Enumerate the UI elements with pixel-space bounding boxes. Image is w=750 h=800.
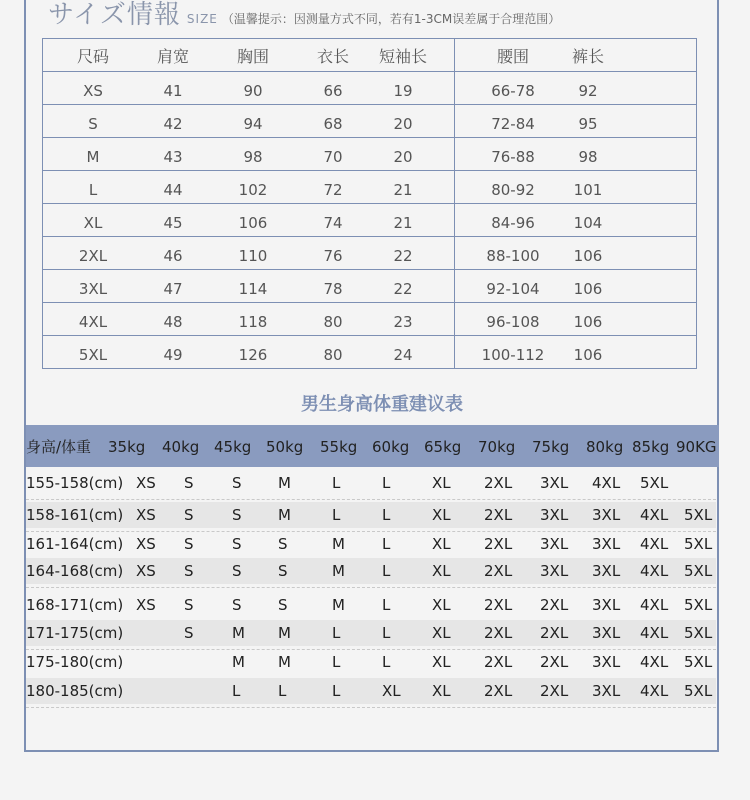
size-table-row bbox=[43, 270, 696, 303]
size-table-cell: 92 bbox=[578, 82, 598, 100]
size-table-cell: 66 bbox=[323, 82, 343, 100]
size-table-cell: 24 bbox=[393, 346, 413, 364]
size-table-cell: 102 bbox=[238, 181, 268, 199]
recommended-size: L bbox=[382, 535, 391, 553]
recommended-size: 2XL bbox=[484, 624, 513, 642]
weight-table-row bbox=[26, 558, 716, 584]
recommended-size: S bbox=[278, 596, 288, 614]
size-table-cell: 19 bbox=[393, 82, 413, 100]
measurement-tip: （温馨提示：因测量方式不同，若有1-3CM误差属于合理范围） bbox=[221, 12, 561, 26]
size-table-cell: 118 bbox=[238, 313, 268, 331]
size-table-cell: 101 bbox=[573, 181, 603, 199]
size-table-cell: 95 bbox=[578, 115, 598, 133]
recommended-size: 2XL bbox=[540, 596, 569, 614]
weight-table-row bbox=[26, 678, 716, 704]
recommended-size: 4XL bbox=[640, 506, 669, 524]
size-table-cell: 48 bbox=[163, 313, 183, 331]
recommended-size: 3XL bbox=[592, 653, 621, 671]
recommended-size: XL bbox=[432, 474, 451, 492]
recommended-size: XL bbox=[432, 682, 451, 700]
recommended-size: 3XL bbox=[592, 624, 621, 642]
recommended-size: 5XL bbox=[684, 562, 713, 580]
size-table-cell: 126 bbox=[238, 346, 268, 364]
recommended-size: L bbox=[382, 653, 391, 671]
recommended-size: XS bbox=[136, 474, 156, 492]
recommended-size: 2XL bbox=[484, 682, 513, 700]
weight-table-column-header: 75kg bbox=[532, 438, 570, 456]
recommended-size: 4XL bbox=[640, 624, 669, 642]
size-table-cell: 72 bbox=[323, 181, 343, 199]
size-table-cell: 43 bbox=[163, 148, 183, 166]
row-separator bbox=[26, 707, 716, 708]
size-table-cell: 66-78 bbox=[491, 82, 535, 100]
weight-table-column-header: 40kg bbox=[162, 438, 200, 456]
recommended-size: 2XL bbox=[484, 474, 513, 492]
recommended-size: 5XL bbox=[684, 506, 713, 524]
size-table-cell: 76 bbox=[323, 247, 343, 265]
recommended-size: L bbox=[332, 624, 341, 642]
recommended-size: XL bbox=[432, 562, 451, 580]
recommended-size: L bbox=[232, 682, 241, 700]
recommended-size: 2XL bbox=[540, 682, 569, 700]
recommended-size: S bbox=[278, 535, 288, 553]
weight-table-column-header: 65kg bbox=[424, 438, 462, 456]
weight-table-column-header: 35kg bbox=[108, 438, 146, 456]
size-table-column-header: 尺码 bbox=[76, 47, 109, 66]
size-table-cell: 100-112 bbox=[481, 346, 545, 364]
size-table-row bbox=[43, 171, 696, 204]
size-table-cell: 80-92 bbox=[491, 181, 535, 199]
recommended-size: 3XL bbox=[540, 562, 569, 580]
recommended-size: 2XL bbox=[484, 653, 513, 671]
size-table-cell: 42 bbox=[163, 115, 183, 133]
recommended-size: XS bbox=[136, 596, 156, 614]
size-table-column-header: 衣长 bbox=[316, 47, 349, 66]
size-table-cell: XS bbox=[83, 82, 103, 100]
weight-table-column-header: 85kg bbox=[632, 438, 670, 456]
recommended-size: 2XL bbox=[540, 624, 569, 642]
weight-table-header bbox=[26, 425, 719, 467]
weight-table-column-header: 60kg bbox=[372, 438, 410, 456]
size-table-cell: 21 bbox=[393, 181, 413, 199]
row-separator bbox=[26, 587, 716, 588]
recommended-size: S bbox=[232, 562, 242, 580]
height-range-label: 171-175(cm) bbox=[26, 624, 124, 642]
recommended-size: 2XL bbox=[484, 562, 513, 580]
size-table-row bbox=[43, 204, 696, 237]
size-table-cell: M bbox=[86, 148, 100, 166]
recommended-size: L bbox=[382, 506, 391, 524]
recommended-size: M bbox=[332, 596, 345, 614]
recommended-size: L bbox=[382, 596, 391, 614]
weight-table-column-header: 55kg bbox=[320, 438, 358, 456]
recommended-size: 3XL bbox=[540, 506, 569, 524]
size-table-cell: 80 bbox=[323, 313, 343, 331]
size-table-cell: 104 bbox=[573, 214, 603, 232]
size-table-cell: 78 bbox=[323, 280, 343, 298]
weight-table-row bbox=[26, 649, 716, 675]
size-label: SIZE bbox=[186, 12, 218, 26]
size-table-cell: 96-108 bbox=[486, 313, 540, 331]
size-table-cell: 45 bbox=[163, 214, 183, 232]
size-table-cell: 22 bbox=[393, 280, 413, 298]
recommended-size: S bbox=[232, 535, 242, 553]
size-table-header-row bbox=[43, 39, 696, 72]
size-table-cell: L bbox=[88, 181, 98, 199]
height-range-label: 180-185(cm) bbox=[26, 682, 124, 700]
size-table-cell: 106 bbox=[238, 214, 268, 232]
recommended-size: 4XL bbox=[640, 535, 669, 553]
recommended-size: S bbox=[184, 624, 194, 642]
recommended-size: M bbox=[232, 653, 245, 671]
recommended-size: S bbox=[278, 562, 288, 580]
recommended-size: M bbox=[278, 624, 291, 642]
recommended-size: 4XL bbox=[640, 596, 669, 614]
recommended-size: 5XL bbox=[684, 682, 713, 700]
size-table-cell: 110 bbox=[238, 247, 268, 265]
recommended-size: L bbox=[382, 474, 391, 492]
size-table-cell: 106 bbox=[573, 313, 603, 331]
height-range-label: 168-171(cm) bbox=[26, 596, 124, 614]
weight-table-row bbox=[26, 502, 716, 528]
recommended-size: L bbox=[382, 624, 391, 642]
recommended-size: 2XL bbox=[540, 653, 569, 671]
size-table-cell: 106 bbox=[573, 247, 603, 265]
recommended-size: S bbox=[232, 506, 242, 524]
size-table-cell: 5XL bbox=[78, 346, 108, 364]
size-table-cell: 106 bbox=[573, 280, 603, 298]
weight-table-title: 男生身高体重建议表 bbox=[301, 394, 463, 415]
weight-table-row bbox=[26, 531, 716, 557]
recommended-size: S bbox=[184, 474, 194, 492]
recommended-size: M bbox=[332, 562, 345, 580]
size-table-column-header: 胸围 bbox=[236, 47, 269, 66]
size-table-cell: 41 bbox=[163, 82, 183, 100]
recommended-size: L bbox=[332, 474, 341, 492]
recommended-size: 2XL bbox=[484, 506, 513, 524]
recommended-size: XL bbox=[432, 596, 451, 614]
size-table-column-header: 肩宽 bbox=[156, 47, 189, 66]
size-table-cell: 47 bbox=[163, 280, 183, 298]
size-table-cell: 23 bbox=[393, 313, 413, 331]
recommended-size: S bbox=[184, 535, 194, 553]
weight-table-column-header: 身高/体重 bbox=[26, 438, 92, 456]
size-table-cell: 106 bbox=[573, 346, 603, 364]
size-table-cell: XL bbox=[83, 214, 103, 232]
recommended-size: M bbox=[278, 474, 291, 492]
size-table-cell: 88-100 bbox=[486, 247, 540, 265]
recommended-size: M bbox=[232, 624, 245, 642]
recommended-size: XS bbox=[136, 535, 156, 553]
size-table-cell: 98 bbox=[243, 148, 263, 166]
weight-table-column-header: 45kg bbox=[214, 438, 252, 456]
recommended-size: XS bbox=[136, 506, 156, 524]
size-table-cell: 46 bbox=[163, 247, 183, 265]
size-table-cell: 68 bbox=[323, 115, 343, 133]
weight-table-row bbox=[26, 470, 716, 496]
weight-table-row bbox=[26, 592, 716, 618]
size-table-row bbox=[43, 303, 696, 336]
recommended-size: 5XL bbox=[684, 624, 713, 642]
size-table-cell: 76-88 bbox=[491, 148, 535, 166]
row-separator bbox=[26, 499, 716, 500]
size-table-cell: 94 bbox=[243, 115, 263, 133]
height-range-label: 158-161(cm) bbox=[26, 506, 124, 524]
recommended-size: M bbox=[332, 535, 345, 553]
recommended-size: 2XL bbox=[484, 596, 513, 614]
size-table-cell: S bbox=[88, 115, 98, 133]
recommended-size: 3XL bbox=[592, 682, 621, 700]
recommended-size: S bbox=[232, 474, 242, 492]
size-table-column-header: 短袖长 bbox=[378, 47, 427, 66]
weight-table-column-header: 50kg bbox=[266, 438, 304, 456]
recommended-size: S bbox=[184, 596, 194, 614]
section-title: サイズ情報 bbox=[48, 0, 181, 30]
size-table-row bbox=[43, 336, 696, 369]
size-table-column-header: 裤长 bbox=[571, 47, 604, 66]
weight-table-row bbox=[26, 620, 716, 646]
size-table-cell: 3XL bbox=[78, 280, 108, 298]
size-table-row bbox=[43, 72, 696, 105]
recommended-size: 4XL bbox=[592, 474, 621, 492]
height-range-label: 161-164(cm) bbox=[26, 535, 124, 553]
recommended-size: S bbox=[184, 562, 194, 580]
recommended-size: XS bbox=[136, 562, 156, 580]
recommended-size: L bbox=[332, 506, 341, 524]
height-range-label: 164-168(cm) bbox=[26, 562, 124, 580]
size-table-row bbox=[43, 138, 696, 171]
recommended-size: S bbox=[184, 506, 194, 524]
recommended-size: M bbox=[278, 506, 291, 524]
size-table-cell: 70 bbox=[323, 148, 343, 166]
size-table-cell: 84-96 bbox=[491, 214, 535, 232]
recommended-size: XL bbox=[432, 653, 451, 671]
recommended-size: M bbox=[278, 653, 291, 671]
recommended-size: 5XL bbox=[640, 474, 669, 492]
recommended-size: 5XL bbox=[684, 596, 713, 614]
recommended-size: 5XL bbox=[684, 653, 713, 671]
recommended-size: XL bbox=[382, 682, 401, 700]
weight-table-column-header: 90KG bbox=[676, 438, 717, 456]
height-range-label: 155-158(cm) bbox=[26, 474, 124, 492]
recommended-size: XL bbox=[432, 624, 451, 642]
size-table-cell: 21 bbox=[393, 214, 413, 232]
size-table-cell: 90 bbox=[243, 82, 263, 100]
recommended-size: S bbox=[232, 596, 242, 614]
recommended-size: L bbox=[332, 682, 341, 700]
recommended-size: XL bbox=[432, 535, 451, 553]
size-table-cell: 22 bbox=[393, 247, 413, 265]
size-table-row bbox=[43, 105, 696, 138]
size-table-cell: 20 bbox=[393, 115, 413, 133]
size-table-cell: 80 bbox=[323, 346, 343, 364]
size-table-cell: 74 bbox=[323, 214, 343, 232]
recommended-size: 2XL bbox=[484, 535, 513, 553]
recommended-size: L bbox=[382, 562, 391, 580]
size-table-cell: 44 bbox=[163, 181, 183, 199]
recommended-size: 3XL bbox=[592, 596, 621, 614]
size-table-row bbox=[43, 237, 696, 270]
recommended-size: XL bbox=[432, 506, 451, 524]
size-table-cell: 92-104 bbox=[486, 280, 540, 298]
size-table-cell: 49 bbox=[163, 346, 183, 364]
weight-table-column-header: 70kg bbox=[478, 438, 516, 456]
size-table-cell: 98 bbox=[578, 148, 598, 166]
size-table-column-header: 腰围 bbox=[496, 47, 529, 66]
recommended-size: 3XL bbox=[592, 506, 621, 524]
recommended-size: 3XL bbox=[592, 535, 621, 553]
weight-table-column-header: 80kg bbox=[586, 438, 624, 456]
recommended-size: 3XL bbox=[592, 562, 621, 580]
recommended-size: 3XL bbox=[540, 535, 569, 553]
recommended-size: 4XL bbox=[640, 562, 669, 580]
recommended-size: L bbox=[278, 682, 287, 700]
recommended-size: L bbox=[332, 653, 341, 671]
recommended-size: 4XL bbox=[640, 682, 669, 700]
size-table-cell: 2XL bbox=[78, 247, 108, 265]
height-range-label: 175-180(cm) bbox=[26, 653, 124, 671]
size-table-cell: 114 bbox=[238, 280, 268, 298]
recommended-size: 4XL bbox=[640, 653, 669, 671]
size-table-cell: 20 bbox=[393, 148, 413, 166]
size-table-cell: 4XL bbox=[78, 313, 108, 331]
recommended-size: 5XL bbox=[684, 535, 713, 553]
size-table-cell: 72-84 bbox=[491, 115, 535, 133]
size-table bbox=[42, 38, 697, 369]
recommended-size: 3XL bbox=[540, 474, 569, 492]
section-header bbox=[48, 0, 560, 30]
